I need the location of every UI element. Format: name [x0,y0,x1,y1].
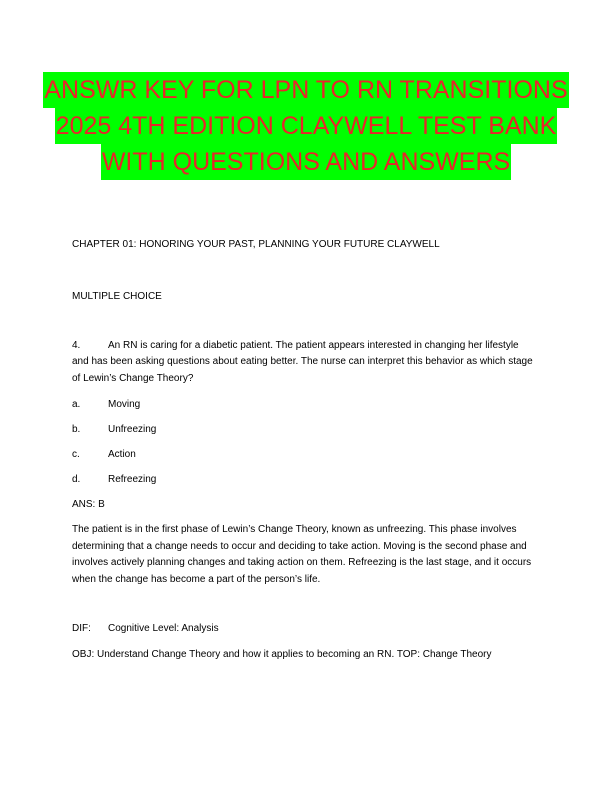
answer-key: ANS: B [72,499,105,510]
title-line-3: WITH QUESTIONS AND ANSWERS [101,144,511,180]
chapter-heading: CHAPTER 01: HONORING YOUR PAST, PLANNING YOUR FUTURE CLAYWELL [72,239,440,250]
option-text: Unfreezing [108,424,157,435]
option-letter: d. [72,474,81,485]
option-text: Action [108,449,136,460]
question-text-rest: and has been asking questions about eating better. The nurse can interpret this behavior as which stage of Lewin’s Change Theory? [72,356,533,384]
rationale-paragraph: The patient is in the first phase of Lewin’s Change Theory, known as unfreezing. This phase involves determining that a change needs to occur and deciding to take action. Moving is the second phase and involves actively planning changes and taking action on them. Refreezing is the last stage, and it occurs when the change has become a part of the person’s life. [72,524,532,585]
option-text: Moving [108,399,141,410]
title-line-2: 2025 4TH EDITION CLAYWELL TEST BANK [55,108,558,144]
objective-topic: OBJ: Understand Change Theory and how it applies to becoming an RN. TOP: Change Theory [72,649,492,660]
option-letter: b. [72,424,81,435]
title-line-1: ANSWR KEY FOR LPN TO RN TRANSITIONS [43,72,568,108]
option-letter: a. [72,399,81,410]
difficulty-label: DIF: [72,623,91,634]
document-title [0,72,612,180]
question-text-first-line: An RN is caring for a diabetic patient. The patient appears interested in changing her lifestyle [108,340,519,351]
option-letter: c. [72,449,80,460]
question-number: 4. [72,340,81,351]
difficulty-value: Cognitive Level: Analysis [108,623,219,634]
option-text: Refreezing [108,474,157,485]
section-heading: MULTIPLE CHOICE [72,291,162,302]
